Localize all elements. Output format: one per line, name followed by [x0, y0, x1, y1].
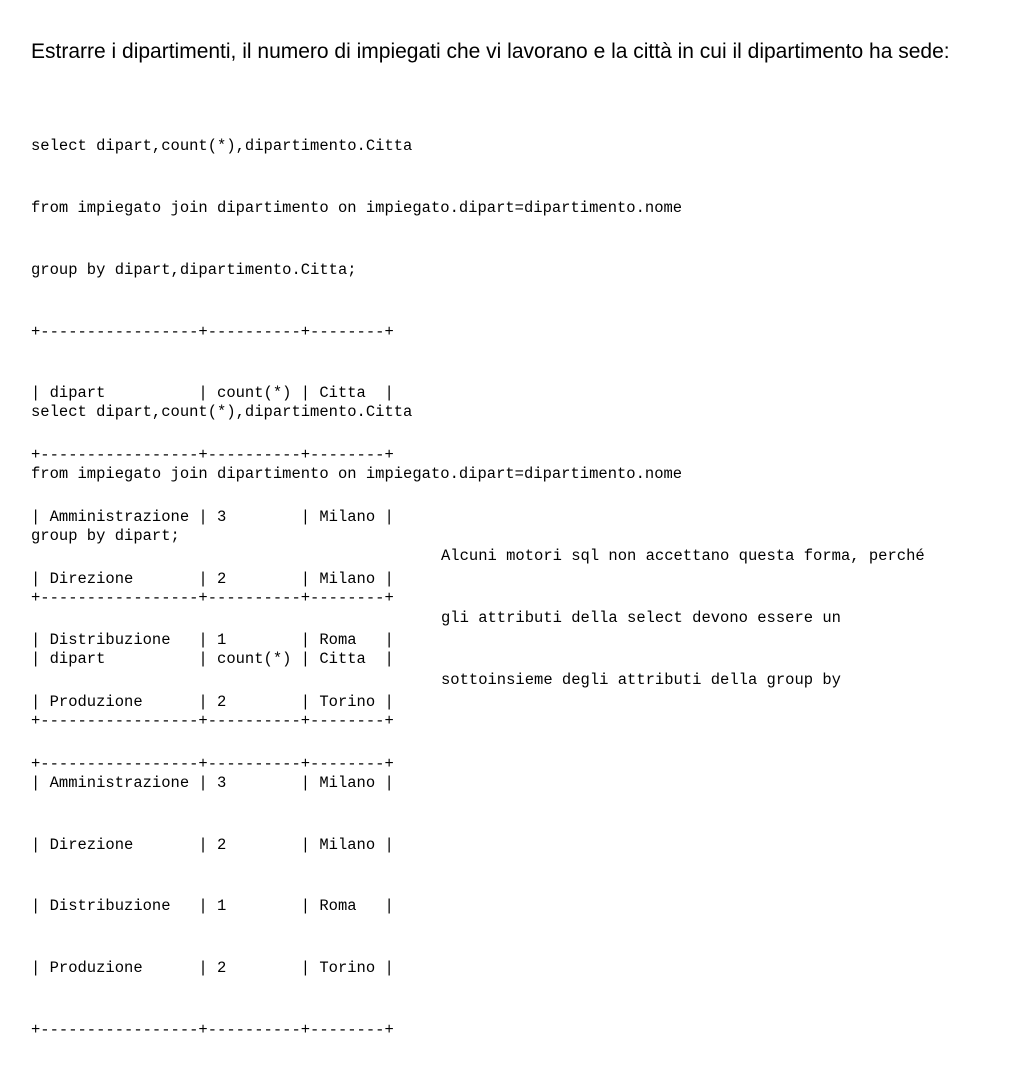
query-1-sql-line: select dipart,count(*),dipartimento.Citta — [31, 137, 413, 156]
query-1-table-row: | Produzione | 2 | Torino | — [31, 693, 394, 712]
query-1-table-header: | dipart | count(*) | Citta | — [31, 384, 394, 403]
query-2-sql-line: select dipart,count(*),dipartimento.Citta — [31, 403, 413, 422]
query-1-table-row: | Amministrazione | 3 | Milano | — [31, 507, 394, 526]
query-2-sql-line: group by dipart; — [31, 526, 180, 545]
query-1-table-border: +-----------------+----------+--------+ — [31, 322, 394, 341]
query-2-table-border: +-----------------+----------+--------+ — [31, 588, 394, 607]
query-1-table-row: | Distribuzione | 1 | Roma | — [31, 631, 394, 650]
query-2-table-border: +-----------------+----------+--------+ — [31, 1021, 394, 1039]
query-2-sql-line: from impiegato join dipartimento on impiegato.dipart=dipartimento.nome — [31, 464, 683, 483]
query-2-table-row: | Direzione | 2 | Milano | — [31, 835, 394, 854]
query-1-table-row: | Direzione | 2 | Milano | — [31, 569, 394, 588]
query-1-table-border: +-----------------+----------+--------+ — [31, 446, 394, 465]
note-line: Alcuni motori sql non accettano questa forma, perché — [441, 547, 925, 566]
note-line: gli attributi della select devono essere un — [441, 608, 841, 627]
group-by-note — [441, 505, 925, 732]
query-1-sql-line: group by dipart,dipartimento.Citta; — [31, 260, 357, 279]
query-2-table-row: | Distribuzione | 1 | Roma | — [31, 897, 394, 916]
query-1-table-border: +-----------------+----------+--------+ — [31, 755, 394, 773]
slide-heading: Estrarre i dipartimenti, il numero di impiegati che vi lavorano e la città in cui il dipartimento ha sede: — [31, 40, 950, 63]
query-1-sql-line: from impiegato join dipartimento on impiegato.dipart=dipartimento.nome — [31, 198, 683, 217]
query-2-table-header: | dipart | count(*) | Citta | — [31, 650, 394, 669]
query-2-table-row: | Produzione | 2 | Torino | — [31, 959, 394, 978]
note-line: sottoinsieme degli attributi della group by — [441, 670, 841, 689]
query-2-table-border: +-----------------+----------+--------+ — [31, 712, 394, 731]
query-2-table-row: | Amministrazione | 3 | Milano | — [31, 773, 394, 792]
